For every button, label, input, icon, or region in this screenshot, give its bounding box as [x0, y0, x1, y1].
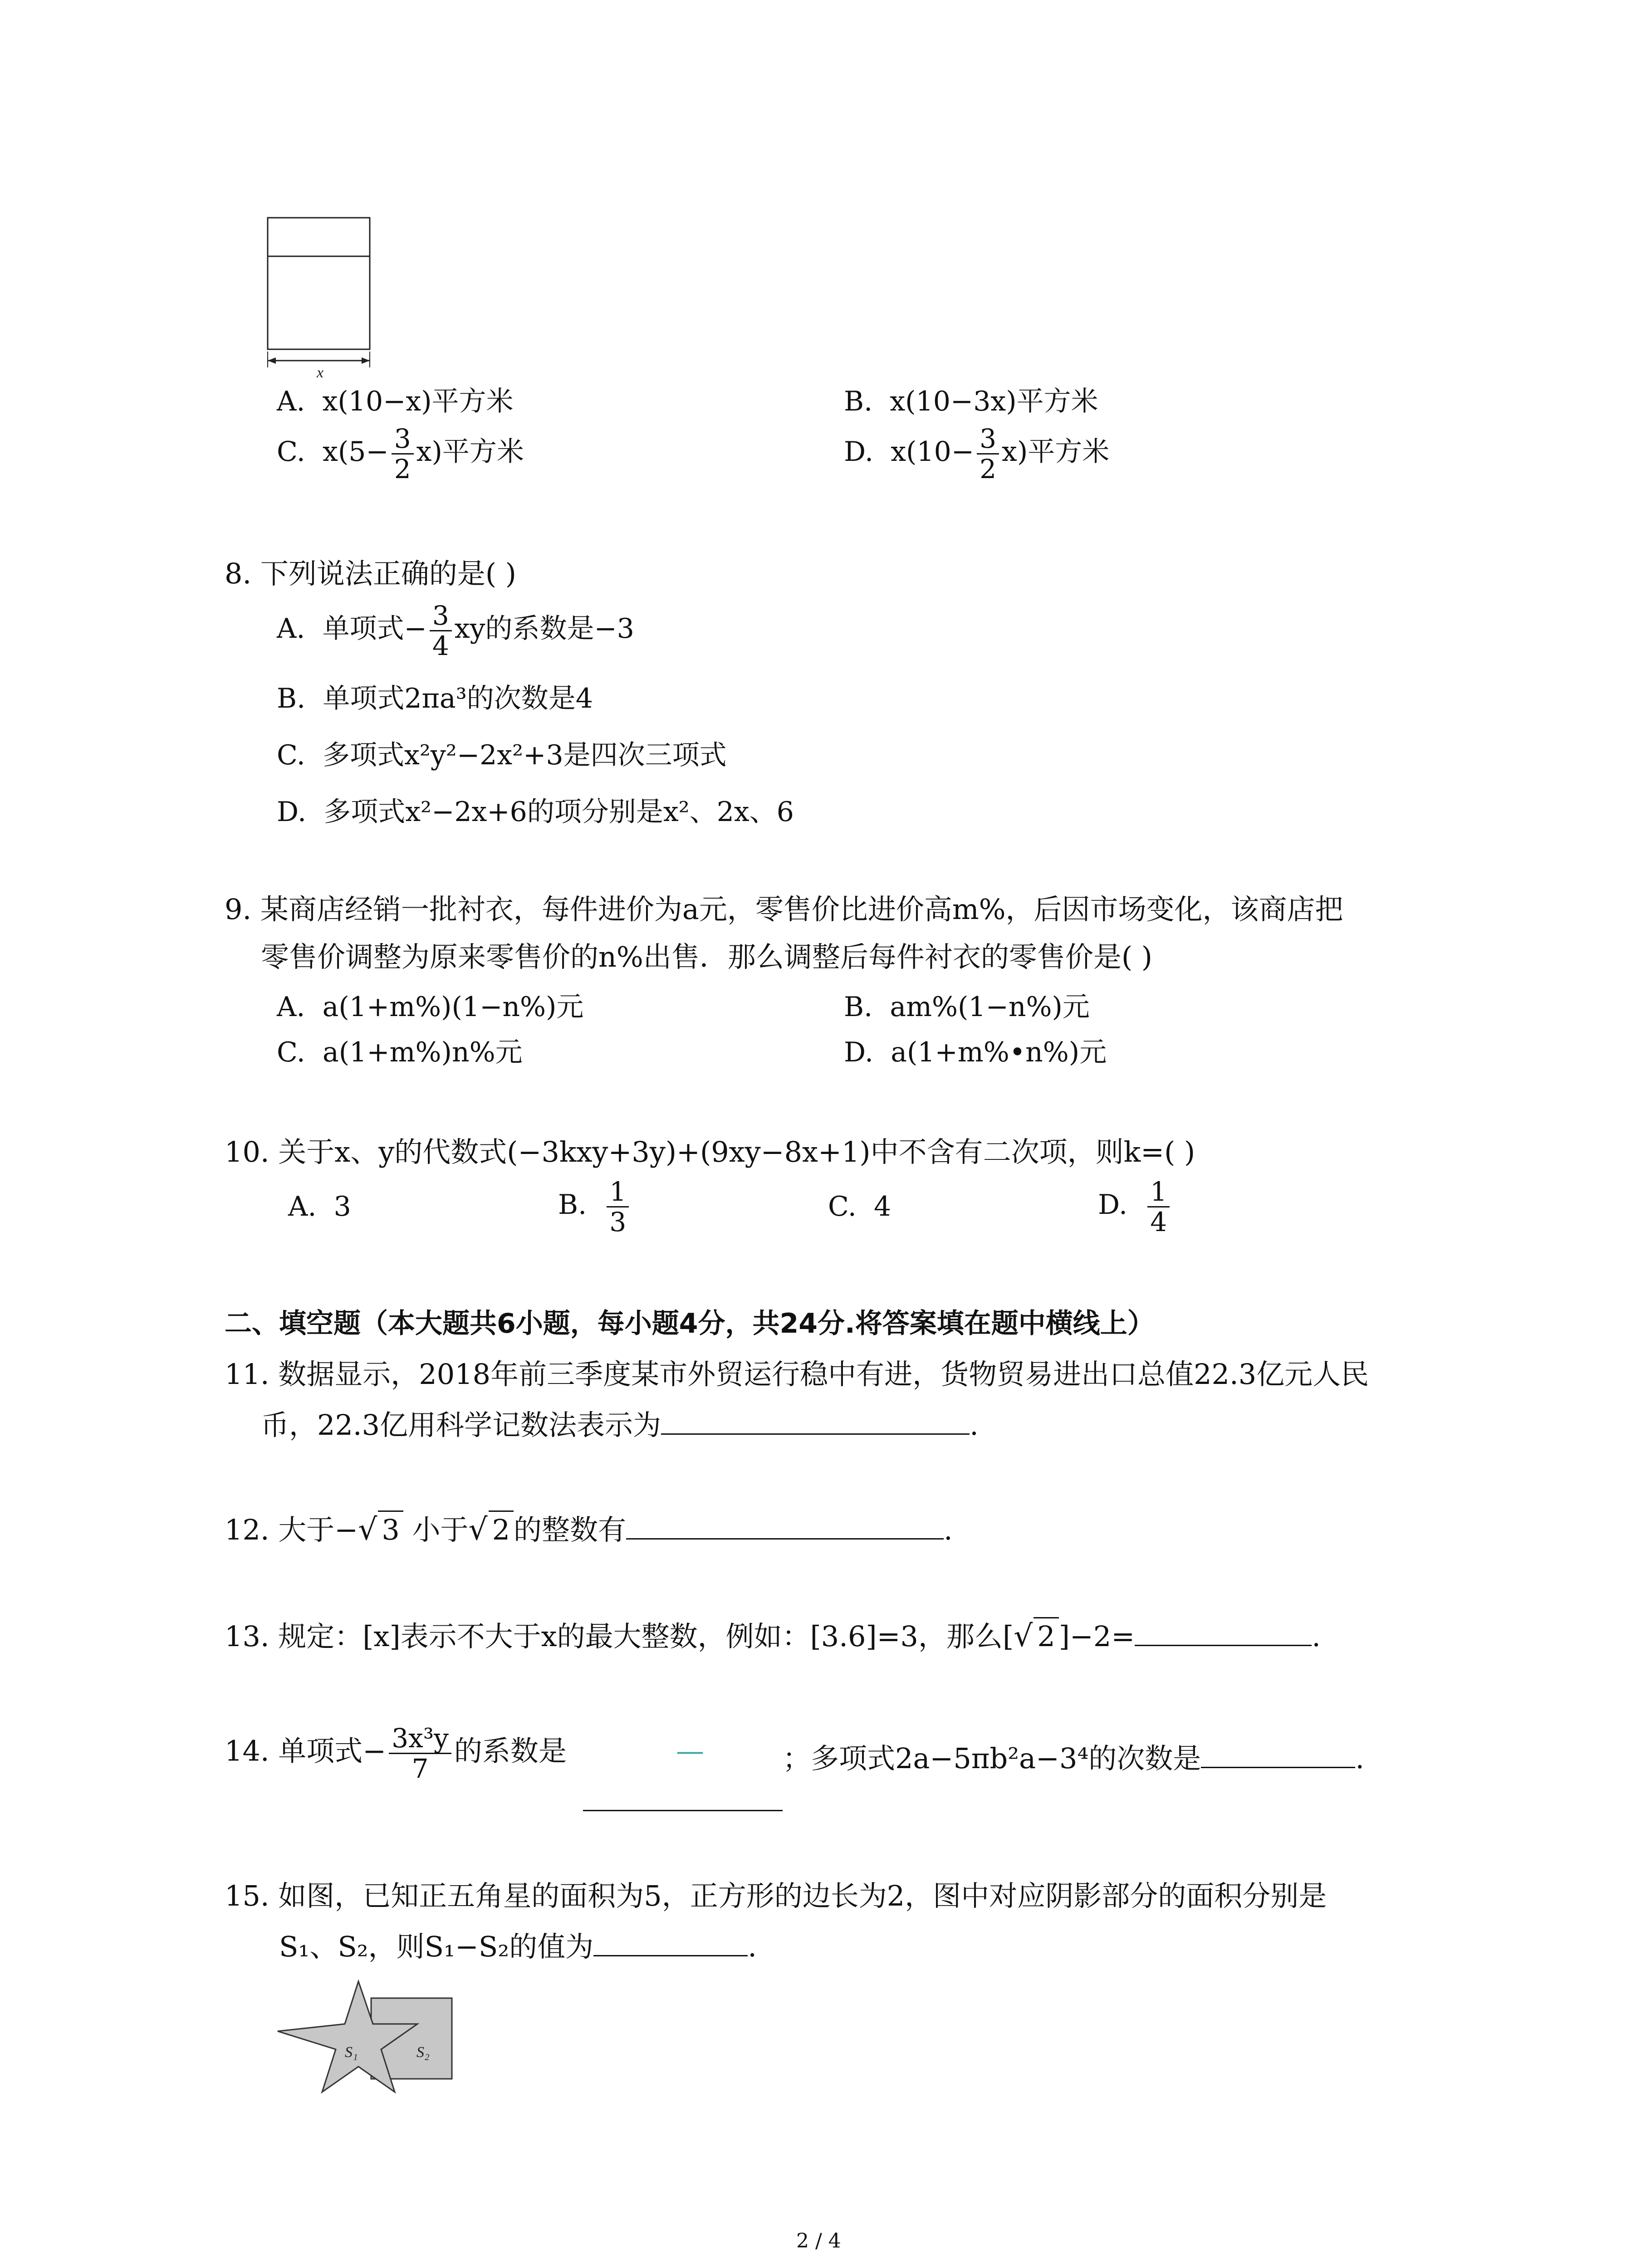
q15-line2: S₁、S₂，则S₁−S₂的值为 .	[279, 1928, 757, 1965]
q8-stem: 8. 下列说法正确的是( )	[225, 557, 516, 590]
q7-option-d: D. x(10− $\frac{3}{2}$ x)平方米	[844, 423, 1110, 484]
q10-option-c: C. 4	[828, 1191, 892, 1222]
fraction: $\frac{1}{3}$	[607, 1177, 629, 1237]
fraction: $\frac{3}{2}$	[977, 424, 999, 484]
answer-blank[interactable]	[1135, 1618, 1312, 1646]
q12: 12. 大于−√ 3 小于√ 2 的整数有 .	[225, 1510, 953, 1548]
q10-stem: 10. 关于x、y的代数式(−3kxy+3y)+(9xy−8x+1)中不含有二次项，则k=( )	[225, 1135, 1195, 1168]
answer-blank[interactable]	[661, 1406, 970, 1435]
q7-option-b: B. x(10−3x)平方米	[844, 386, 1098, 417]
answer-blank[interactable]	[626, 1511, 944, 1540]
q9-stem-line1: 9. 某商店经销一批衬衣，每件进价为a元，零售价比进价高m%，后因市场变化，该商店把	[225, 893, 1343, 926]
s1-label: S₁	[345, 2044, 358, 2061]
answer-blank[interactable]	[1201, 1740, 1355, 1768]
q14: 14. 单项式− $\frac{\text{3x³y}}{7}$ 的系数是	[225, 1723, 567, 1784]
q9-option-c: C. a(1+m%)n%元	[277, 1036, 523, 1068]
q8-option-b: B. 单项式2πa³的次数是4	[277, 683, 593, 714]
fraction: $\frac{1}{4}$	[1147, 1177, 1170, 1237]
section-heading: 二、填空题（本大题共6小题，每小题4分，共24分.将答案填在题中横线上）	[225, 1308, 1155, 1339]
q8-option-a: A. 单项式− $\frac{3}{4}$ xy的系数是−3	[277, 600, 634, 661]
page-number: 2 / 4	[796, 2229, 841, 2253]
q10-option-a: A. 3	[288, 1191, 351, 1222]
q11-line1: 11. 数据显示，2018年前三季度某市外贸运行稳中有进，货物贸易进出口总值22.3亿元人民	[225, 1358, 1369, 1391]
fraction: $\frac{3}{2}$	[392, 424, 414, 484]
fraction: $\frac{\text{3x³y}}{7}$	[389, 1724, 451, 1783]
q14-part2: ；多项式2a−5πb²a−3⁴的次数是 .	[783, 1740, 1364, 1777]
q8-option-d: D. 多项式x²−2x+6的项分别是x²、2x、6	[277, 796, 794, 828]
star-square-figure	[272, 1978, 463, 2114]
x-dimension-label: x	[317, 364, 324, 381]
answer-blank[interactable]	[583, 1810, 783, 1811]
q7-option-a: A. x(10−x)平方米	[277, 386, 514, 417]
q15-line1: 15. 如图，已知正五角星的面积为5，正方形的边长为2，图中对应阴影部分的面积分别是	[225, 1879, 1327, 1912]
q7-option-c: C. x(5− $\frac{3}{2}$ x)平方米	[277, 423, 524, 484]
q11-line2: 币，22.3亿用科学记数法表示为 .	[261, 1406, 979, 1443]
answer-blank[interactable]	[593, 1928, 748, 1956]
fraction: $\frac{3}{4}$	[430, 601, 452, 660]
q9-stem-line2: 零售价调整为原来零售价的n%出售．那么调整后每件衬衣的零售价是( )	[261, 940, 1152, 973]
q10-option-b: B. $\frac{1}{3}$	[558, 1177, 632, 1237]
q10-option-d: D. $\frac{1}{4}$	[1098, 1177, 1172, 1237]
q13: 13. 规定：[x]表示不大于x的最大整数，例如：[3.6]=3，那么[√ 2 ]−2= .	[225, 1617, 1321, 1655]
q9-option-b: B. am%(1−n%)元	[844, 991, 1090, 1023]
s2-label: S₂	[416, 2044, 430, 2061]
q9-option-d: D. a(1+m%•n%)元	[844, 1036, 1107, 1068]
q9-option-a: A. a(1+m%)(1−n%)元	[277, 991, 584, 1023]
q14-teal-dash: —	[676, 1734, 704, 1767]
rectangle-figure	[263, 213, 381, 383]
q8-option-c: C. 多项式x²y²−2x²+3是四次三项式	[277, 739, 727, 771]
